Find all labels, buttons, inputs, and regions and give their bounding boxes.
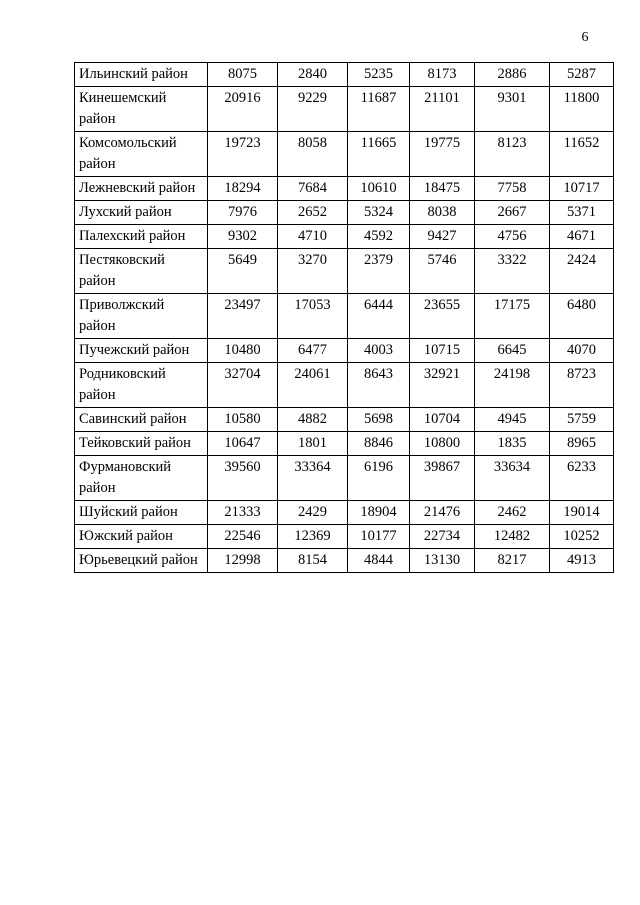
table-row	[75, 87, 614, 132]
value-cell: 18475	[410, 177, 475, 201]
value-cell: 8723	[550, 363, 614, 408]
value-cell: 24198	[475, 363, 550, 408]
value-cell: 9301	[475, 87, 550, 132]
value-cell: 10580	[208, 408, 278, 432]
value-cell: 10177	[348, 525, 410, 549]
district-name-cell: Шуйский район	[75, 501, 208, 525]
value-cell: 8217	[475, 549, 550, 573]
value-cell: 5324	[348, 201, 410, 225]
value-cell: 32704	[208, 363, 278, 408]
value-cell: 10647	[208, 432, 278, 456]
district-name-cell: Пестяковский район	[75, 249, 208, 294]
district-name-cell: Кинешемский район	[75, 87, 208, 132]
value-cell: 5235	[348, 63, 410, 87]
value-cell: 17175	[475, 294, 550, 339]
value-cell: 23497	[208, 294, 278, 339]
value-cell: 6444	[348, 294, 410, 339]
value-cell: 4844	[348, 549, 410, 573]
table-row	[75, 549, 614, 573]
value-cell: 18294	[208, 177, 278, 201]
table-row	[75, 132, 614, 177]
value-cell: 4710	[278, 225, 348, 249]
table-row	[75, 63, 614, 87]
value-cell: 10715	[410, 339, 475, 363]
value-cell: 20916	[208, 87, 278, 132]
value-cell: 7976	[208, 201, 278, 225]
table-row	[75, 294, 614, 339]
district-name-cell: Родниковский район	[75, 363, 208, 408]
value-cell: 2840	[278, 63, 348, 87]
value-cell: 21476	[410, 501, 475, 525]
value-cell: 8846	[348, 432, 410, 456]
value-cell: 21333	[208, 501, 278, 525]
value-cell: 8058	[278, 132, 348, 177]
district-name-cell: Тейковский район	[75, 432, 208, 456]
district-name-cell: Приволжский район	[75, 294, 208, 339]
table-row	[75, 363, 614, 408]
value-cell: 2652	[278, 201, 348, 225]
table-row	[75, 249, 614, 294]
value-cell: 8643	[348, 363, 410, 408]
value-cell: 5746	[410, 249, 475, 294]
value-cell: 39867	[410, 456, 475, 501]
value-cell: 4070	[550, 339, 614, 363]
district-name-cell: Палехский район	[75, 225, 208, 249]
value-cell: 3270	[278, 249, 348, 294]
value-cell: 2379	[348, 249, 410, 294]
value-cell: 4671	[550, 225, 614, 249]
value-cell: 19775	[410, 132, 475, 177]
value-cell: 12998	[208, 549, 278, 573]
district-name-cell: Савинский район	[75, 408, 208, 432]
value-cell: 6233	[550, 456, 614, 501]
value-cell: 3322	[475, 249, 550, 294]
value-cell: 8965	[550, 432, 614, 456]
value-cell: 18904	[348, 501, 410, 525]
value-cell: 5287	[550, 63, 614, 87]
table-row	[75, 201, 614, 225]
table-row	[75, 408, 614, 432]
value-cell: 2886	[475, 63, 550, 87]
district-name-cell: Фурмановский район	[75, 456, 208, 501]
value-cell: 12482	[475, 525, 550, 549]
value-cell: 6480	[550, 294, 614, 339]
value-cell: 4756	[475, 225, 550, 249]
district-population-table	[74, 62, 614, 573]
district-name-cell: Пучежский район	[75, 339, 208, 363]
value-cell: 19014	[550, 501, 614, 525]
value-cell: 39560	[208, 456, 278, 501]
value-cell: 10610	[348, 177, 410, 201]
value-cell: 24061	[278, 363, 348, 408]
value-cell: 8154	[278, 549, 348, 573]
value-cell: 1835	[475, 432, 550, 456]
value-cell: 5649	[208, 249, 278, 294]
district-name-cell: Лежневский район	[75, 177, 208, 201]
table-row	[75, 456, 614, 501]
value-cell: 8173	[410, 63, 475, 87]
value-cell: 2667	[475, 201, 550, 225]
value-cell: 4913	[550, 549, 614, 573]
table-row	[75, 339, 614, 363]
value-cell: 7758	[475, 177, 550, 201]
value-cell: 4003	[348, 339, 410, 363]
value-cell: 13130	[410, 549, 475, 573]
table-row	[75, 501, 614, 525]
value-cell: 19723	[208, 132, 278, 177]
value-cell: 10252	[550, 525, 614, 549]
value-cell: 17053	[278, 294, 348, 339]
value-cell: 6645	[475, 339, 550, 363]
value-cell: 10480	[208, 339, 278, 363]
value-cell: 4592	[348, 225, 410, 249]
table-row	[75, 225, 614, 249]
table-row	[75, 525, 614, 549]
value-cell: 6196	[348, 456, 410, 501]
district-name-cell: Ильинский район	[75, 63, 208, 87]
value-cell: 4882	[278, 408, 348, 432]
value-cell: 21101	[410, 87, 475, 132]
value-cell: 12369	[278, 525, 348, 549]
table-row	[75, 432, 614, 456]
value-cell: 9229	[278, 87, 348, 132]
value-cell: 8123	[475, 132, 550, 177]
value-cell: 32921	[410, 363, 475, 408]
value-cell: 9302	[208, 225, 278, 249]
value-cell: 2429	[278, 501, 348, 525]
value-cell: 11687	[348, 87, 410, 132]
value-cell: 33364	[278, 456, 348, 501]
value-cell: 6477	[278, 339, 348, 363]
page-number: 6	[581, 30, 589, 45]
value-cell: 8075	[208, 63, 278, 87]
value-cell: 2462	[475, 501, 550, 525]
value-cell: 8038	[410, 201, 475, 225]
value-cell: 10800	[410, 432, 475, 456]
value-cell: 2424	[550, 249, 614, 294]
value-cell: 11665	[348, 132, 410, 177]
value-cell: 4945	[475, 408, 550, 432]
table-row	[75, 177, 614, 201]
district-name-cell: Лухский район	[75, 201, 208, 225]
district-name-cell: Южский район	[75, 525, 208, 549]
value-cell: 10717	[550, 177, 614, 201]
value-cell: 11652	[550, 132, 614, 177]
value-cell: 7684	[278, 177, 348, 201]
value-cell: 23655	[410, 294, 475, 339]
value-cell: 9427	[410, 225, 475, 249]
value-cell: 22734	[410, 525, 475, 549]
value-cell: 5759	[550, 408, 614, 432]
table-body	[75, 63, 614, 573]
value-cell: 1801	[278, 432, 348, 456]
value-cell: 33634	[475, 456, 550, 501]
district-name-cell: Юрьевецкий район	[75, 549, 208, 573]
value-cell: 22546	[208, 525, 278, 549]
value-cell: 11800	[550, 87, 614, 132]
value-cell: 5371	[550, 201, 614, 225]
value-cell: 5698	[348, 408, 410, 432]
value-cell: 10704	[410, 408, 475, 432]
district-name-cell: Комсомольский район	[75, 132, 208, 177]
